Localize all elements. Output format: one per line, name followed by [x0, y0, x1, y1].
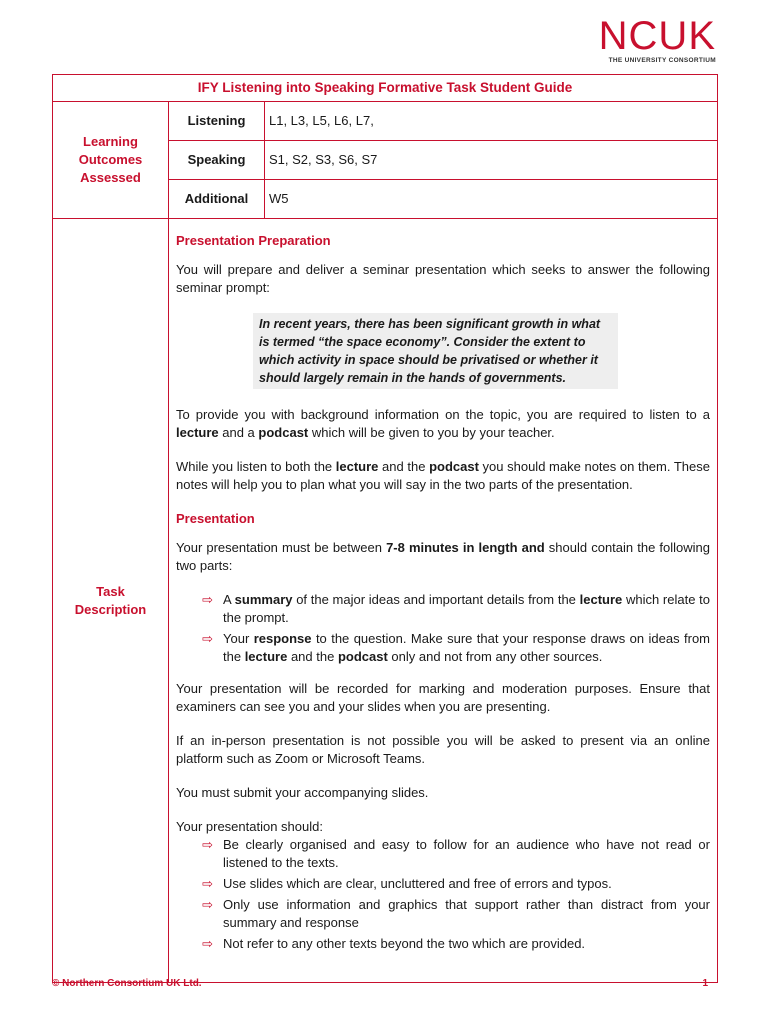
seminar-prompt: In recent years, there has been significant growth in what is termed “the space economy”. Consider the extent to which activity in space should be privatised or whether it should largely remain in the hands of governments. — [253, 313, 618, 389]
arrow-icon: ⇨ — [202, 876, 213, 891]
lo-key: Listening — [169, 102, 265, 140]
presentation-parts-list — [176, 591, 710, 666]
lo-key: Speaking — [169, 141, 265, 179]
arrow-icon: ⇨ — [202, 592, 213, 607]
lo-label-line: Assessed — [80, 170, 141, 185]
footer-copyright: © Northern Consortium UK Ltd. — [52, 978, 202, 989]
list-item: ⇨ Use slides which are clear, uncluttered and free of errors and typos. — [176, 875, 710, 893]
learning-outcomes-grid — [169, 102, 717, 218]
list-item: ⇨ Be clearly organised and easy to follow for an audience who have not read or listened to the texts. — [176, 836, 710, 872]
task-description-label — [53, 219, 169, 982]
list-item: ⇨ Not refer to any other texts beyond the two which are provided. — [176, 935, 710, 953]
online-paragraph: If an in-person presentation is not possible you will be asked to present via an online platform such as Zoom or Microsoft Teams. — [176, 733, 710, 766]
presentation-preparation-heading: Presentation Preparation — [176, 233, 331, 248]
task-label-line: Description — [74, 601, 147, 617]
task-description-section — [53, 219, 717, 982]
task-guide-table — [52, 74, 718, 983]
slides-paragraph: You must submit your accompanying slides. — [176, 785, 429, 800]
lo-label-line: Learning — [83, 134, 138, 149]
recorded-paragraph: Your presentation will be recorded for marking and moderation purposes. Ensure that examiners can see you and your slides when you are presenting. — [176, 681, 710, 714]
document-title: IFY Listening into Speaking Formative Task Student Guide — [53, 75, 717, 102]
notes-paragraph: While you listen to both the lecture and the podcast you should make notes on them. These notes will help you to plan what you will say in the two parts of the presentation. — [176, 459, 710, 492]
should-intro: Your presentation should: — [176, 819, 323, 834]
learning-outcomes-section — [53, 102, 717, 219]
lo-value: S1, S2, S3, S6, S7 — [269, 152, 378, 167]
arrow-icon: ⇨ — [202, 837, 213, 852]
lo-row-speaking — [169, 141, 717, 180]
logo-tagline: THE UNIVERSITY CONSORTIUM — [608, 57, 716, 64]
list-item: ⇨ Your response to the question. Make sure that your response draws on ideas from the lecture and the podcast only and not from any other sources. — [176, 630, 710, 666]
list-item: ⇨ A summary of the major ideas and important details from the lecture which relate to the prompt. — [176, 591, 710, 627]
should-list — [176, 836, 710, 953]
length-paragraph: Your presentation must be between 7-8 minutes in length and should contain the following two parts: — [176, 540, 710, 573]
list-item: ⇨ Only use information and graphics that support rather than distract from your summary and response — [176, 896, 710, 932]
lo-label-line: Outcomes — [78, 152, 143, 167]
ncuk-logo — [598, 16, 716, 64]
task-body — [169, 219, 717, 982]
lo-key: Additional — [169, 180, 265, 218]
arrow-icon: ⇨ — [202, 897, 213, 912]
task-label-line: Task — [96, 583, 125, 599]
preparation-paragraph: You will prepare and deliver a seminar presentation which seeks to answer the following seminar prompt: — [176, 262, 710, 295]
lo-row-listening — [169, 102, 717, 141]
learning-outcomes-label — [53, 102, 169, 218]
arrow-icon: ⇨ — [202, 936, 213, 951]
page-number: 1 — [702, 978, 708, 989]
presentation-heading: Presentation — [176, 511, 255, 526]
lo-row-additional — [169, 180, 717, 218]
arrow-icon: ⇨ — [202, 631, 213, 646]
lo-value: W5 — [269, 191, 289, 206]
lo-value: L1, L3, L5, L6, L7, — [269, 113, 374, 128]
background-paragraph: To provide you with background information on the topic, you are required to listen to a lecture and a podcast which will be given to you by your teacher. — [176, 407, 710, 440]
logo-wordmark: NCUK — [598, 14, 716, 58]
